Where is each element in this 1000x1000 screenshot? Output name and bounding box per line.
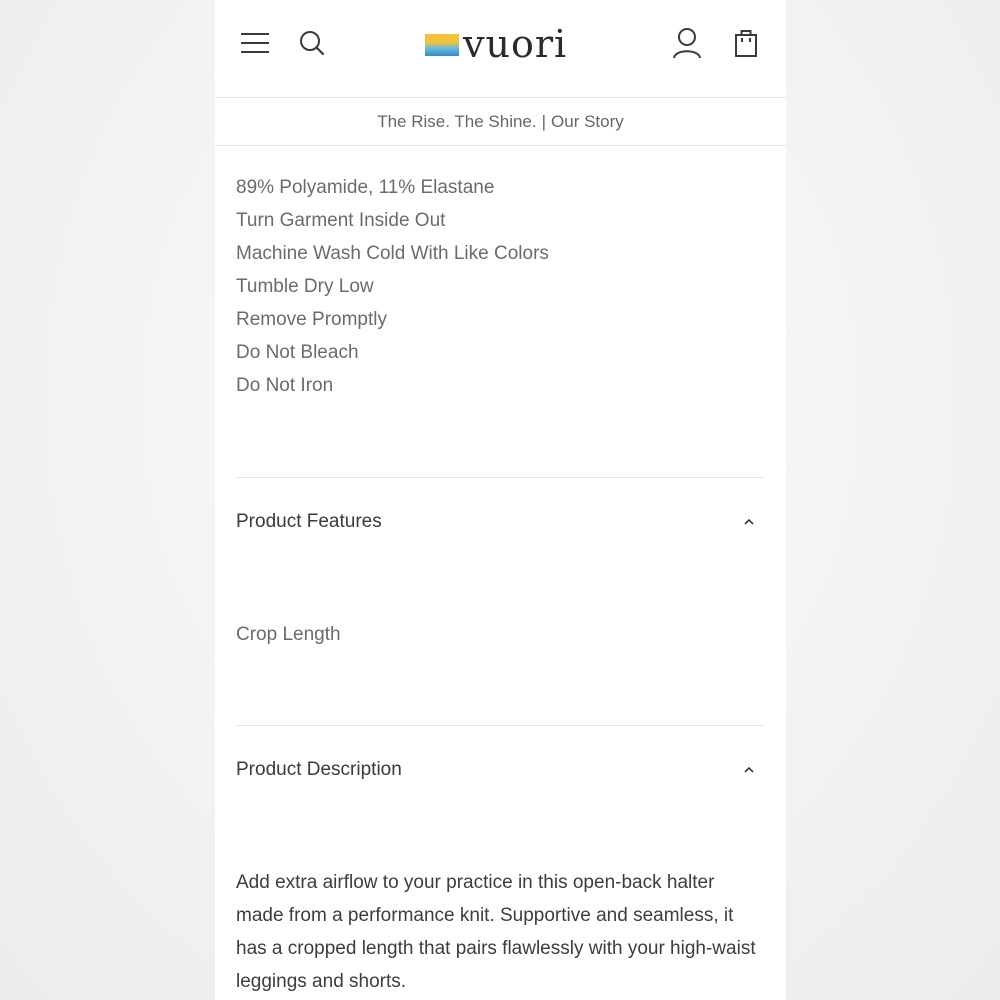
- announcement-separator: |: [541, 111, 547, 131]
- account-icon[interactable]: [671, 26, 703, 60]
- care-instructions-list: [236, 171, 549, 402]
- list-item: Remove Promptly: [236, 309, 387, 330]
- product-features-toggle[interactable]: [236, 507, 765, 537]
- list-item: Do Not Iron: [236, 375, 334, 396]
- chevron-up-icon[interactable]: [739, 512, 759, 532]
- list-item: Tumble Dry Low: [236, 276, 374, 297]
- list-item: Do Not Bleach: [236, 342, 359, 363]
- product-description-toggle[interactable]: [236, 755, 765, 785]
- section-divider: [236, 477, 765, 478]
- announcement-text: The Rise. The Shine.: [377, 111, 537, 131]
- menu-icon[interactable]: [239, 26, 271, 60]
- list-item: Machine Wash Cold With Like Colors: [236, 243, 549, 264]
- search-icon[interactable]: [296, 26, 328, 60]
- shopping-bag-icon[interactable]: [730, 26, 762, 60]
- section-divider: [236, 725, 765, 726]
- section-title: Product Description: [236, 759, 402, 780]
- product-page: [215, 0, 786, 1000]
- our-story-link[interactable]: Our Story: [551, 111, 624, 131]
- logo-wordmark: vuori: [463, 22, 568, 66]
- chevron-up-icon[interactable]: [739, 760, 759, 780]
- announcement-bar: [215, 98, 786, 146]
- list-item: Turn Garment Inside Out: [236, 210, 446, 231]
- site-header: [215, 0, 786, 98]
- feature-item: Crop Length: [236, 624, 341, 645]
- list-item: 89% Polyamide, 11% Elastane: [236, 177, 495, 198]
- vuori-logo[interactable]: [425, 24, 567, 64]
- logo-color-mark: [425, 34, 459, 56]
- section-title: Product Features: [236, 511, 382, 532]
- product-description-text: Add extra airflow to your practice in this open-back halter made from a performance knit. Supportive and seamless, it has a cropped length that pairs flawlessly with your high-waist leggings and shorts.: [236, 872, 756, 992]
